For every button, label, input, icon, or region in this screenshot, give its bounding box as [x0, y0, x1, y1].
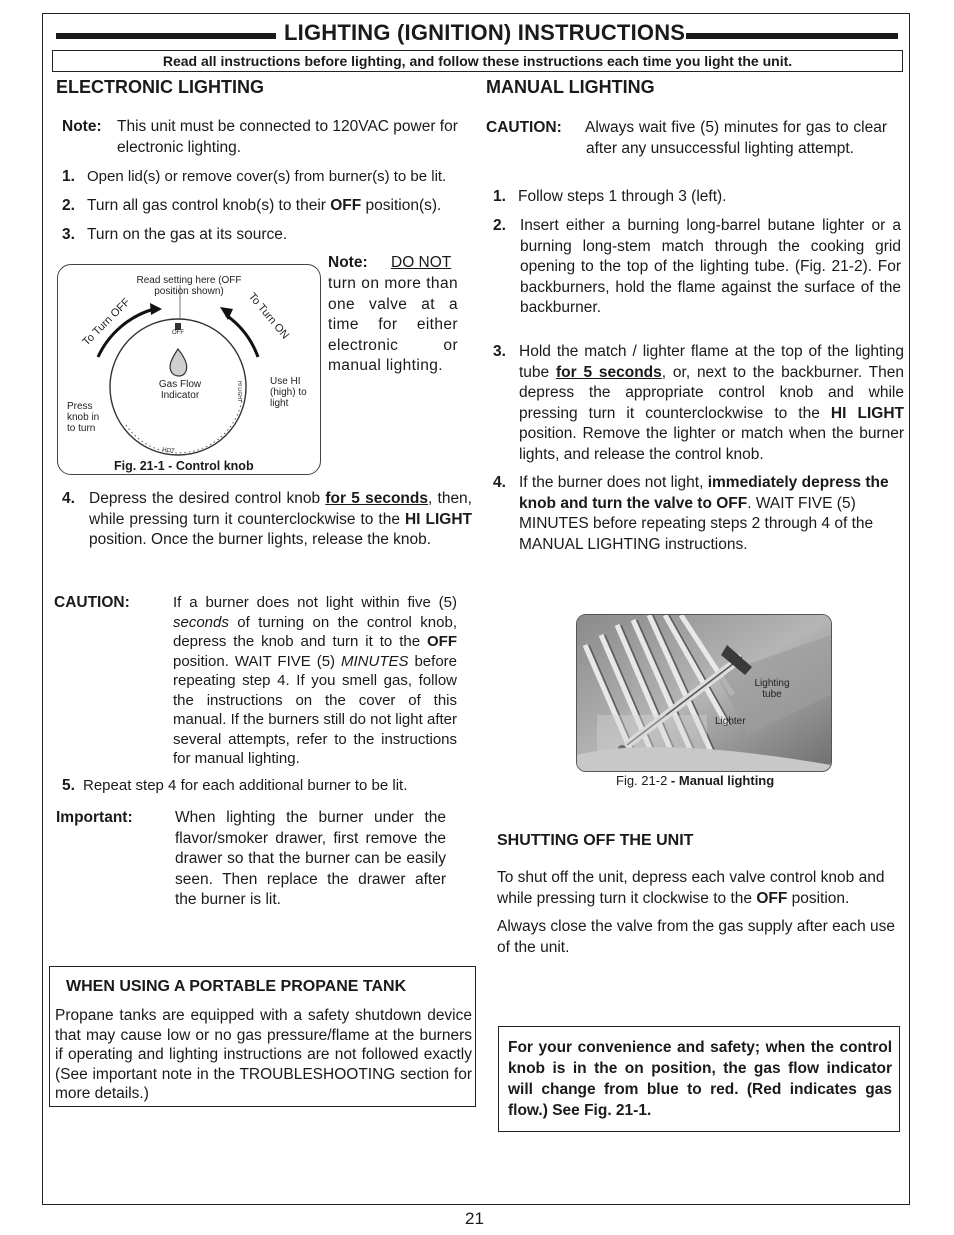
control-knob-figure	[57, 264, 321, 475]
title-rule-right	[686, 33, 898, 39]
to-turn-off-label: To Turn OFF	[80, 296, 133, 349]
hot-mark: HOT	[161, 447, 176, 455]
manual-lighting-photo	[576, 614, 832, 772]
manual-step1-text: Follow steps 1 through 3 (left).	[518, 188, 727, 205]
note2-label: Note:	[328, 254, 368, 271]
step3-number: 3.	[62, 226, 75, 243]
step4-number: 4.	[62, 490, 75, 507]
propane-text: Propane tanks are equipped with a safety shutdown device that may cause low or no gas pressure/flame at the burners if operating and lighting instructions are not followed exactly (See important note in the TROUBLESHOOTING section for more details.)	[55, 1007, 472, 1102]
note-text: This unit must be connected to 120VAC power for electronic lighting.	[117, 118, 458, 156]
page-number: 21	[465, 1209, 484, 1228]
manual-heading: MANUAL LIGHTING	[486, 77, 655, 97]
manual-step1-number: 1.	[493, 188, 506, 205]
note2-text: turn on more than one valve at a time for either electronic or manual lighting.	[328, 275, 458, 374]
title-row	[56, 20, 898, 48]
lighter-label: Lighter	[715, 716, 746, 727]
lighting-tube-label: Lighting tube	[754, 678, 790, 700]
note-label: Note:	[62, 118, 102, 135]
shutoff-text-2: Always close the valve from the gas supply after each use of the unit.	[497, 918, 896, 956]
electronic-heading: ELECTRONIC LIGHTING	[56, 77, 264, 97]
manual-caution-text: Always wait five (5) minutes for gas to clear after any unsuccessful lighting attempt.	[585, 119, 887, 157]
step5-number: 5.	[62, 777, 75, 794]
convenience-text: For your convenience and safety; when the control knob is in the on position, the gas flow indicator will change from blue to red. (Red indicates gas flow.) See Fig. 21-1.	[508, 1039, 892, 1119]
step1-text: Open lid(s) or remove cover(s) from burner(s) to be lit.	[87, 168, 447, 185]
convenience-box	[498, 1026, 900, 1132]
important-label: Important:	[56, 809, 133, 826]
important-text: When lighting the burner under the flavor/smoker drawer, first remove the drawer so that the burner can be easily seen. Then replace the drawer after the burner is lit.	[175, 809, 446, 908]
manual-caution-label: CAUTION:	[486, 119, 562, 136]
note2-do-not: DO NOT	[391, 254, 452, 271]
step1-number: 1.	[62, 168, 75, 185]
hi-light-mark: HI LIGHT	[236, 380, 243, 403]
step5-text: Repeat step 4 for each additional burner to be lit.	[83, 777, 408, 794]
to-turn-on-label: To Turn ON	[245, 290, 292, 342]
title-rule-left	[56, 33, 276, 39]
propane-tank-box	[49, 966, 476, 1107]
shutoff-heading: SHUTTING OFF THE UNIT	[497, 832, 694, 849]
step3-text: Turn on the gas at its source.	[87, 226, 288, 243]
photo-caption: Fig. 21-2 - Manual lighting	[616, 773, 775, 788]
step2-text: Turn all gas control knob(s) to their OFF position(s).	[87, 197, 442, 214]
manual-step3-number: 3.	[493, 343, 506, 360]
page-title: LIGHTING (IGNITION) INSTRUCTIONS	[284, 20, 686, 45]
caution-text: If a burner does not light within five (5) seconds of turning on the control knob, depress the knob and turn it to the OFF position. WAIT FIVE (5) MINUTES before repeating step 4. If you smell gas, follow the instructions on the cover of this manual. If the burners still do not light after several attempts, refer to the instructions for manual lighting.	[173, 594, 457, 767]
gas-flow-label: Gas Flow Indicator	[158, 379, 202, 401]
manual-step2-text: Insert either a burning long-barrel butane lighter or a burning long-stem match through the cooking grid opening to the top of the lighting tube. (Fig. 21-2). For backburners, hold the flame against the surface of the backburner.	[520, 217, 901, 316]
step2-number: 2.	[62, 197, 75, 214]
propane-heading: WHEN USING A PORTABLE PROPANE TANK	[66, 978, 407, 995]
read-setting-label: Read setting here (OFF position shown)	[136, 275, 242, 297]
off-mark: OFF	[172, 330, 184, 336]
step4-text: Depress the desired control knob for 5 seconds, then, while pressing turn it counterclockwise to the HI LIGHT position. Once the burner lights, release the knob.	[89, 490, 472, 548]
manual-step3-text: Hold the match / lighter flame at the top of the lighting tube for 5 seconds, or, next to the backburner. Then depress the appropriate control knob and while pressing turn it counterclockwise to the HI LIGHT position. Remove the lighter or match when the burner lights, and release the control knob.	[519, 343, 904, 463]
use-hi-label: Use HI (high) to light	[270, 376, 307, 409]
shutoff-text-1: To shut off the unit, depress each valve control knob and while pressing turn it clockwise to the OFF position.	[497, 869, 885, 907]
press-knob-label: Press knob in to turn	[67, 401, 100, 434]
manual-step2-number: 2.	[493, 217, 506, 234]
read-all-banner: Read all instructions before lighting, and follow these instructions each time you light the unit.	[52, 50, 903, 72]
caution-label: CAUTION:	[54, 594, 130, 611]
manual-step4-number: 4.	[493, 474, 506, 491]
manual-step4-text: If the burner does not light, immediately depress the knob and turn the valve to OFF. WAIT FIVE (5) MINUTES before repeating steps 2 through 4 of the MANUAL LIGHTING instructions.	[519, 474, 889, 553]
knob-caption: Fig. 21-1 - Control knob	[114, 459, 254, 473]
